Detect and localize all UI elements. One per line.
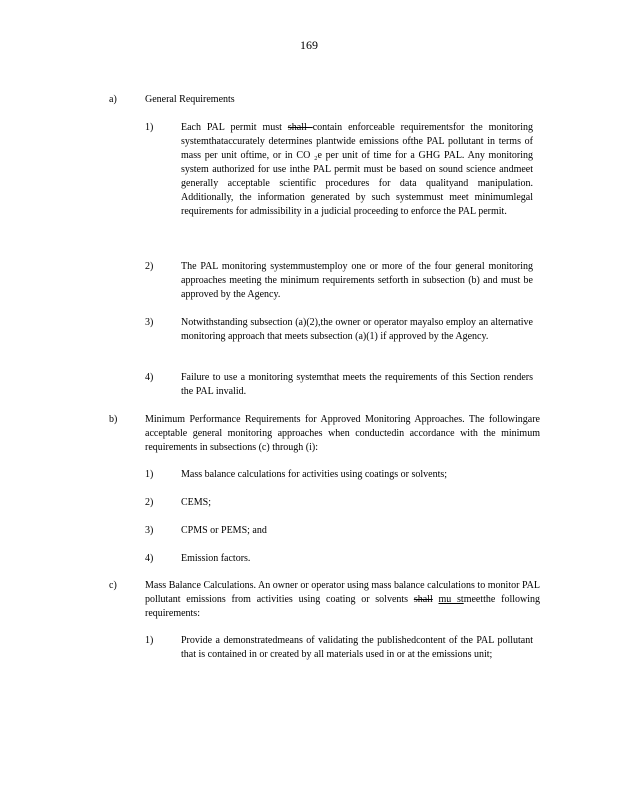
page-number: 169	[300, 38, 318, 52]
item-a4-text: Failure to use a monitoring systemthat meets the requirements of this Section renders the PAL invalid.	[181, 372, 533, 397]
item-b2-marker: 2)	[145, 497, 154, 508]
item-b1-marker: 1)	[145, 469, 154, 480]
item-a1-text-post: contain enforceable requirementsfor the monitoring systemthataccurately determines plantwide emissions ofthe PAL pollutant in terms of mass per unit oftime, or in CO ₂e per unit of time for a GHG PAL. Any monitoring system authorized for use inthe PAL permit must be based on sound science andmeet generally acceptable scientific procedures for data qualityand manipulation. Additionally, the information generated by such systemmust meet minimumlegal requirements for admissibility in a judicial proceeding to enforce the PAL permit.	[181, 122, 534, 217]
item-a2-marker: 2)	[145, 261, 154, 272]
section-b-text: Minimum Performance Requirements for Approved Monitoring Approaches. The followingare acceptable general monitoring approaches when conductedin accordance with the minimum requirements in subsections (c) through (i):	[145, 414, 540, 453]
section-c-text	[145, 579, 540, 621]
item-b2-text: CEMS;	[181, 497, 212, 508]
section-a-title: General Requirements	[145, 94, 235, 105]
item-b3-marker: 3)	[145, 525, 154, 536]
item-c1-text: Provide a demonstratedmeans of validating the publishedcontent of the PAL pollutant that is contained in or created by all materials used in or at the emissions unit;	[181, 635, 533, 660]
item-a1-marker: 1)	[145, 122, 154, 133]
section-b-marker: b)	[109, 414, 118, 425]
item-a1-deleted-text: shall	[287, 122, 313, 133]
section-c-text-post: meetthe following requirements:	[145, 594, 541, 619]
item-c1-marker: 1)	[145, 635, 154, 646]
section-a-marker: a)	[109, 94, 117, 105]
section-c-marker: c)	[109, 580, 117, 591]
section-c-inserted-text: mu st	[438, 594, 464, 605]
section-c-text-pre: Mass Balance Calculations. An owner or operator using mass balance calculations to monitor PAL pollutant emissions from activities using coating or solvents	[145, 580, 540, 605]
item-a3-marker: 3)	[145, 317, 154, 328]
item-b3-text: CPMS or PEMS; and	[181, 525, 267, 536]
item-b4-text: Emission factors.	[181, 553, 251, 564]
item-b1-text: Mass balance calculations for activities using coatings or solvents;	[181, 469, 448, 480]
item-a2-text: The PAL monitoring systemmustemploy one or more of the four general monitoring approaches meeting the minimum requirements setforth in subsection (b) and must be approved by the Agency.	[181, 261, 533, 300]
item-a3-text: Notwithstanding subsection (a)(2),the owner or operator mayalso employ an alternative monitoring approach that meets subsection (a)(1) if approved by the Agency.	[181, 317, 533, 342]
item-b4-marker: 4)	[145, 553, 154, 564]
section-c-deleted-text: shall	[413, 594, 433, 605]
item-a4-marker: 4)	[145, 372, 154, 383]
item-a1-text-pre: Each PAL permit must	[181, 122, 288, 133]
item-a1-text	[181, 121, 533, 219]
